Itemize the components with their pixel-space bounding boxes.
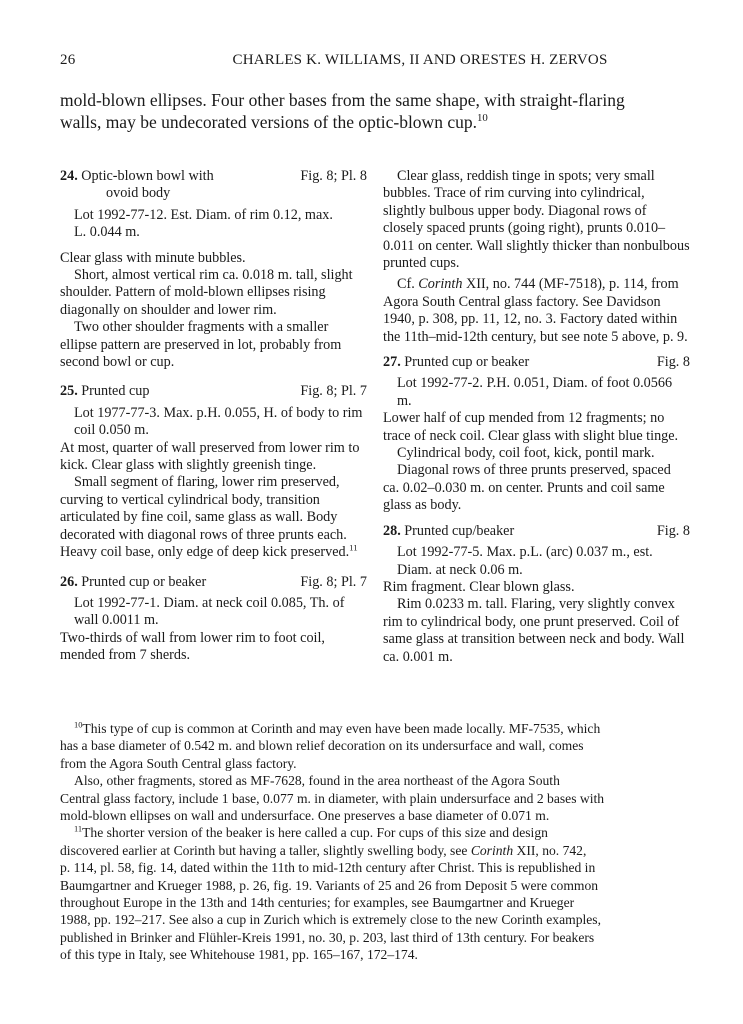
entry-paragraph: At most, quarter of wall preserved from lower rim to kick. Clear glass with slightly greenish tinge. bbox=[60, 439, 360, 474]
lot-line: L. 0.044 m. bbox=[74, 224, 140, 241]
footnote-text: discovered earlier at Corinth but having a taller, slightly swelling body, see bbox=[60, 842, 471, 858]
footnote-line: of this type in Italy, see Whitehouse 1981, pp. 165–167, 172–174. bbox=[60, 947, 418, 963]
footnote-ref[interactable]: 11 bbox=[349, 542, 358, 553]
catalog-entry-25 bbox=[60, 383, 367, 561]
page-header bbox=[60, 52, 690, 74]
entry-heading bbox=[383, 523, 690, 540]
footnote-line: p. 114, pl. 58, fig. 14, dated within the 11th to mid-12th century after Christ. This is republished in bbox=[60, 860, 596, 876]
footnote-10 bbox=[60, 720, 690, 772]
entry-number: 26. bbox=[60, 573, 78, 590]
cf-text: XII, no. 744 (MF-7518), p. 114, from Agora South Central glass factory. See Davidson 1940, p. 308, pp. 11, 12, no. 3. Factory dated within the 11th–mid-12th century, but see note 5 above, p. 9. bbox=[383, 276, 688, 345]
intro-paragraph bbox=[60, 89, 690, 133]
footnote-line: mold-blown ellipses on wall and undersurface. One preserves a base diameter of 0.071 m. bbox=[60, 808, 550, 824]
lot-line: Lot 1992-77-12. Est. Diam. of rim 0.12, max. bbox=[74, 206, 333, 223]
entry-paragraph: Cylindrical body, coil foot, kick, pontil mark. bbox=[397, 445, 655, 462]
entry-number: 24. bbox=[60, 168, 78, 184]
intro-line-text: walls, may be undecorated versions of the optic-blown cup. bbox=[60, 112, 477, 132]
cf-prefix: Cf. bbox=[397, 276, 419, 293]
entry-number: 28. bbox=[383, 522, 401, 539]
cf-title: Corinth bbox=[418, 276, 463, 293]
entry-paragraph-text: Small segment of flaring, lower rim preserved, curving to vertical cylindrical body, transition articulated by fine coil, same glass as wall. Body decorated with diagonal rows of three prunts each. Heavy coil base, only edge of deep kick preserved. bbox=[60, 474, 350, 561]
entry-paragraph: Diagonal rows of three prunts preserved, spaced ca. 0.02–0.030 m. on center. Prunts and coil same glass as body. bbox=[383, 462, 671, 514]
footnote-text: XII, no. 742, bbox=[513, 842, 587, 858]
entry-heading bbox=[60, 383, 367, 400]
intro-line bbox=[60, 111, 690, 133]
footnote-line: published in Brinker and Flühler-Kreis 1991, no. 30, p. 203, last third of 13th century. For beakers bbox=[60, 929, 595, 945]
catalog-entry-28 bbox=[383, 523, 690, 666]
footnote-line: Also, other fragments, stored as MF-7628, found in the area northeast of the Agora South bbox=[74, 773, 560, 789]
catalog-entry-27 bbox=[383, 354, 690, 515]
footnote-text: The shorter version of the beaker is here called a cup. For cups of this size and design bbox=[82, 825, 548, 841]
entry-title: Prunted cup/beaker bbox=[404, 522, 515, 539]
footnote-11 bbox=[60, 824, 690, 963]
entry-paragraph bbox=[60, 474, 367, 561]
entry-paragraph: Rim fragment. Clear blown glass. bbox=[383, 578, 575, 595]
figure-reference: Fig. 8; Pl. 7 bbox=[300, 383, 367, 400]
entry-paragraph: Rim 0.0233 m. tall. Flaring, very slightly convex rim to cylindrical body, one prunt preserved. Coil of same glass at transition between neck and body. Wall ca. 0.001 m. bbox=[383, 596, 685, 665]
entry-paragraph: Two other shoulder fragments with a smaller ellipse pattern are preserved in lot, probably from second bowl or cup. bbox=[60, 319, 342, 371]
entry-paragraph: Clear glass, reddish tinge in spots; very small bubbles. Trace of rim curving into cylindrical, slightly bulbous upper body. Diagonal rows of closely spaced prunts (going right), prunts 0.010–0.011 on center. Wall slightly thicker than nonbulbous prunted cups. bbox=[383, 168, 690, 272]
footnote-10-continued bbox=[60, 772, 690, 824]
footnote-line: from the Agora South Central glass factory. bbox=[60, 755, 297, 771]
entry-heading bbox=[60, 574, 367, 591]
footnote-line: 1988, pp. 192–217. See also a cup in Zurich which is extremely close to the new Corinth examples, bbox=[60, 912, 601, 928]
entry-number: 25. bbox=[60, 383, 78, 400]
entry-heading bbox=[60, 168, 367, 203]
footnote-number: 10 bbox=[74, 719, 83, 730]
footnote-ref[interactable]: 10 bbox=[476, 112, 488, 125]
figure-reference: Fig. 8 bbox=[656, 522, 690, 539]
entry-title: Prunted cup bbox=[81, 383, 150, 400]
footnote-line: throughout Europe in the 13th and 14th centuries; for examples, see Baumgartner and Krueger bbox=[60, 895, 575, 911]
entry-paragraph: Lower half of cup mended from 12 fragments; no trace of neck coil. Clear glass with slight blue tinge. bbox=[383, 410, 679, 444]
lot-info: Lot 1977-77-3. Max. p.H. 0.055, H. of body to rim coil 0.050 m. bbox=[74, 404, 363, 439]
footnote-line: Central glass factory, include 1 base, 0.077 m. in diameter, with plain undersurface and 2 bases with bbox=[60, 790, 605, 806]
intro-line: mold-blown ellipses. Four other bases from the same shape, with straight-flaring bbox=[60, 90, 625, 110]
entry-paragraph bbox=[383, 276, 690, 346]
entry-number: 27. bbox=[383, 354, 401, 371]
entry-title: Prunted cup or beaker bbox=[404, 354, 530, 371]
left-column bbox=[60, 168, 367, 665]
footnote-number: 11 bbox=[74, 823, 83, 834]
entry-paragraph: Two-thirds of wall from lower rim to foot coil, mended from 7 sherds. bbox=[60, 629, 325, 664]
lot-info: Lot 1992-77-1. Diam. at neck coil 0.085, Th. of wall 0.0011 m. bbox=[74, 594, 345, 629]
lot-info: Lot 1992-77-5. Max. p.L. (arc) 0.037 m., est. Diam. at neck 0.06 m. bbox=[397, 544, 653, 578]
lot-info bbox=[60, 207, 367, 242]
figure-reference: Fig. 8 bbox=[656, 354, 690, 371]
catalog-entry-26 bbox=[60, 574, 367, 665]
footnote-line: has a base diameter of 0.542 m. and blown relief decoration on its undersurface and wall, comes bbox=[60, 738, 584, 754]
entry-paragraph: Short, almost vertical rim ca. 0.018 m. tall, slight shoulder. Pattern of mold-blown ellipses rising diagonally on shoulder and lower rim. bbox=[60, 267, 353, 318]
entry-title: Prunted cup or beaker bbox=[81, 573, 207, 590]
lot-info: Lot 1992-77-2. P.H. 0.051, Diam. of foot 0.0566 m. bbox=[397, 375, 673, 409]
catalog-entry-24 bbox=[60, 168, 367, 371]
footnote-line bbox=[60, 824, 690, 841]
footnote-text: This type of cup is common at Corinth and may even have been made locally. MF-7535, which bbox=[82, 721, 601, 736]
footnote-line bbox=[60, 720, 690, 737]
footnotes bbox=[60, 720, 690, 964]
entry-title: Optic-blown bowl with bbox=[81, 168, 214, 184]
page-number: 26 bbox=[60, 52, 76, 68]
entry-heading bbox=[383, 354, 690, 371]
running-title: CHARLES K. WILLIAMS, II AND ORESTES H. ZERVOS bbox=[232, 52, 608, 68]
figure-reference: Fig. 8; Pl. 7 bbox=[300, 573, 367, 590]
footnote-line: Baumgartner and Krueger 1988, p. 26, fig. 19. Variants of 25 and 26 from Deposit 5 were common bbox=[60, 877, 599, 893]
footnote-title: Corinth bbox=[470, 842, 514, 858]
figure-reference: Fig. 8; Pl. 8 bbox=[300, 168, 367, 184]
right-column bbox=[383, 168, 690, 666]
footnote-line bbox=[60, 842, 690, 859]
entry-paragraph: Clear glass with minute bubbles. bbox=[60, 249, 246, 266]
entry-title-cont: ovoid body bbox=[106, 185, 171, 202]
